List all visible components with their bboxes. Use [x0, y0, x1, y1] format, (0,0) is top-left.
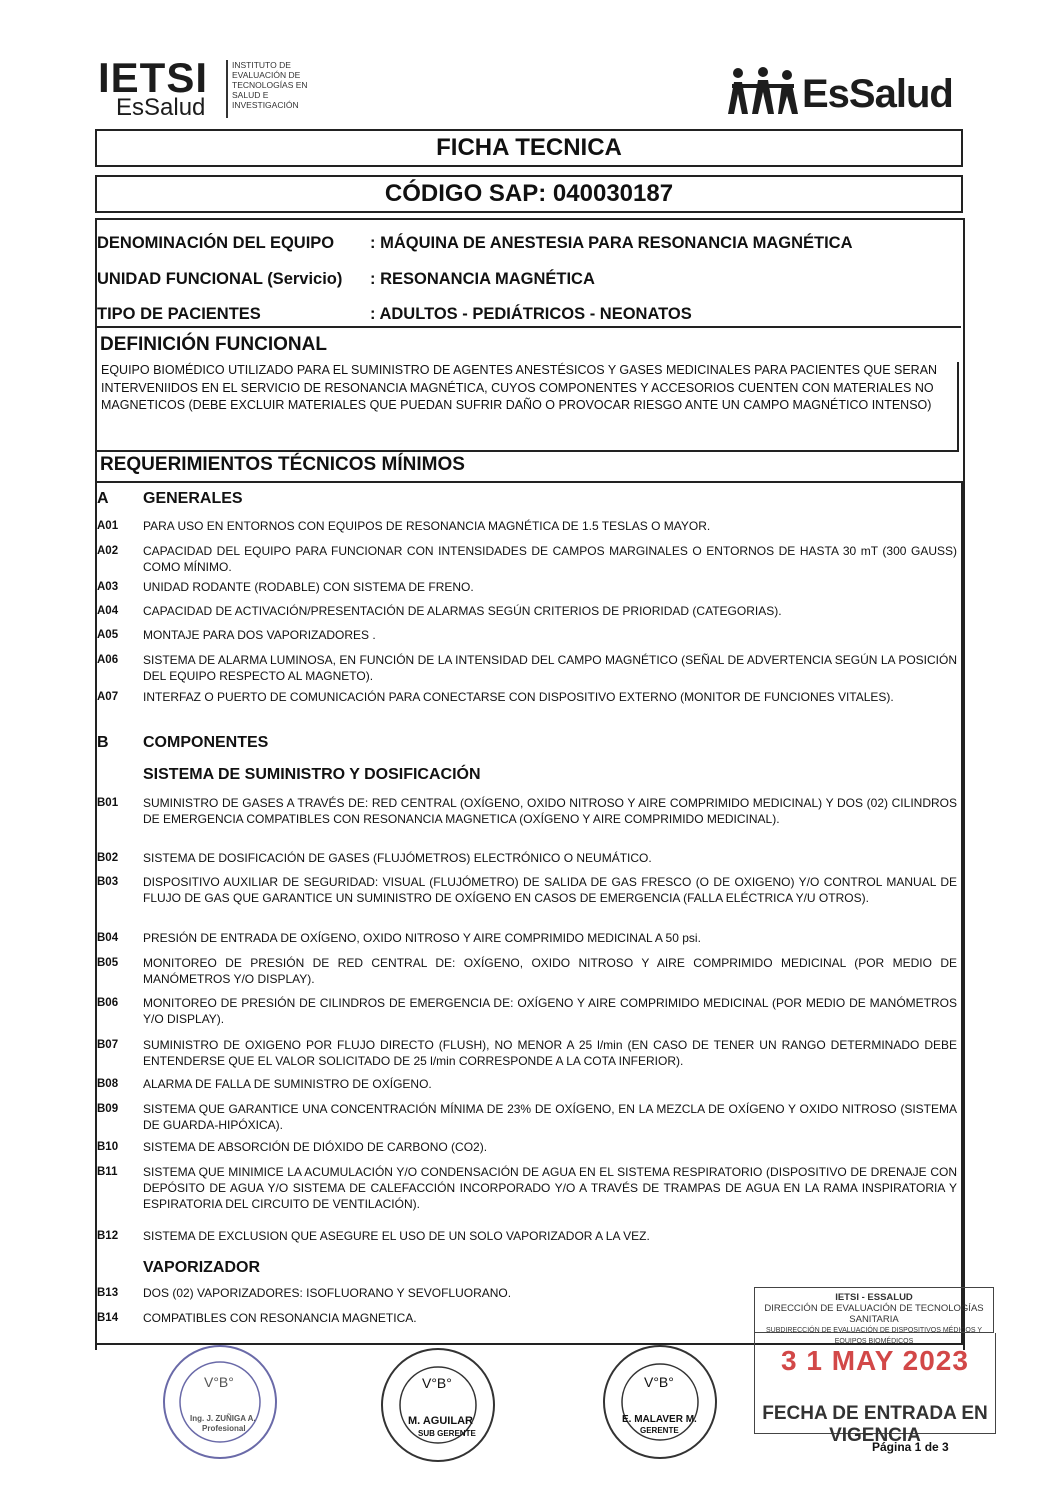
item-text-b05: MONITOREO DE PRESIÓN DE RED CENTRAL DE: OXÍGENO, OXIDO NITROSO Y AIRE COMPRIMIDO MEDICINAL (POR MEDIO DE MANÓMETROS Y/O DISPLAY). [143, 956, 957, 986]
item-text-b04: PRESIÓN DE ENTRADA DE OXÍGENO, OXIDO NITROSO Y AIRE COMPRIMIDO MEDICINAL A 50 psi. [143, 931, 701, 945]
item-text-b11: SISTEMA QUE MINIMICE LA ACUMULACIÓN Y/O CONDENSACIÓN DE AGUA EN EL SISTEMA RESPIRATORIO (DISPOSITIVO DE DRENAJE CON DEPÓSITO DE AGUA Y/O SISTEMA DE CALEFACCIÓN INCORPORADO Y/O A TRAVÉS DE TRAMPAS DE AGUA EN LA RAMA INSPIRATORIA Y ESPIRATORIA DEL CIRCUITO DE VENTILACIÓN). [143, 1165, 957, 1211]
item-text-b06: MONITOREO DE PRESIÓN DE CILINDROS DE EMERGENCIA DE: OXÍGENO Y AIRE COMPRIMIDO MEDICINAL (POR MEDIO DE MANÓMETROS Y/O DISPLAY). [143, 996, 957, 1026]
seal-role: Profesional [202, 1424, 246, 1433]
section-a-letter: A [97, 490, 109, 507]
field-label: DENOMINACIÓN DEL EQUIPO [97, 234, 335, 252]
seal-sub-gerente-icon [378, 1345, 498, 1465]
item-text-b02: SISTEMA DE DOSIFICACIÓN DE GASES (FLUJÓMETROS) ELECTRÓNICO O NEUMÁTICO. [143, 851, 652, 865]
seal-name: M. AGUILAR [408, 1415, 473, 1427]
item-code-b04: B04 [97, 932, 119, 944]
stamp-direction: DIRECCIÓN DE EVALUACIÓN DE TECNOLOGÍAS SANITARIA [764, 1303, 984, 1325]
section-a-title: GENERALES [143, 490, 243, 507]
stamp-org: IETSI - ESSALUD [835, 1292, 913, 1303]
item-code-b09: B09 [97, 1103, 119, 1115]
item-code-a06: A06 [97, 654, 119, 666]
item-code-b06: B06 [97, 997, 119, 1009]
effective-date: 3 1 MAY 2023 [781, 1345, 969, 1376]
sap-code: CÓDIGO SAP: 040030187 [95, 175, 963, 213]
field-unidad-funcional [97, 270, 595, 289]
item-code-a01: A01 [97, 520, 119, 532]
item-code-b12: B12 [97, 1230, 119, 1242]
item-text-b13: DOS (02) VAPORIZADORES: ISOFLUORANO Y SEVOFLUORANO. [143, 1286, 512, 1300]
item-code-b03: B03 [97, 876, 119, 888]
approval-stamp [754, 1287, 994, 1345]
item-text-b09: SISTEMA QUE GARANTICE UNA CONCENTRACIÓN MÍNIMA DE 23% DE OXÍGENO, EN LA MEZCLA DE OXÍGENO Y OXIDO NITROSO (SISTEMA DE GUARDA-HIPÓXICA). [143, 1102, 957, 1132]
definition-text: EQUIPO BIOMÉDICO UTILIZADO PARA EL SUMINISTRO DE AGENTES ANESTÉSICOS Y GASES MEDICINALES PARA PACIENTES QUE SERAN INTERVENIIDOS EN EL SERVICIO DE RESONANCIA MAGNÉTICA, CUYOS COMPONENTES Y ACCESORIOS CUENTEN CON MATERIALES NO MAGNETICOS (DEBE EXCLUIR MATERIALES QUE PUEDAN SUFRIR DAÑO O PROVOCAR RIESGO ANTE UN CAMPO MAGNÉTICO INTENSO) [95, 362, 959, 452]
section-b-title: COMPONENTES [143, 734, 269, 751]
field-label: TIPO DE PACIENTES [97, 305, 261, 323]
effective-date-stamp [754, 1333, 996, 1446]
item-code-b01: B01 [97, 797, 119, 809]
item-text-a04: CAPACIDAD DE ACTIVACIÓN/PRESENTACIÓN DE ALARMAS SEGÚN CRITERIOS DE PRIORIDAD (CATEGORIAS). [143, 604, 782, 618]
item-code-b08: B08 [97, 1078, 119, 1090]
item-code-a05: A05 [97, 629, 119, 641]
seal-role: SUB GERENTE [418, 1429, 476, 1438]
effective-date-caption: FECHA DE ENTRADA EN VIGENCIA [762, 1403, 988, 1446]
ietsi-logo-text: IETSI [98, 54, 209, 101]
essalud-logo-text: EsSalud [802, 72, 953, 116]
item-code-b10: B10 [97, 1141, 119, 1153]
item-code-b14: B14 [97, 1312, 119, 1324]
item-code-a04: A04 [97, 605, 119, 617]
field-value: : RESONANCIA MAGNÉTICA [370, 270, 595, 288]
item-code-a07: A07 [97, 691, 119, 703]
item-code-b02: B02 [97, 852, 119, 864]
page-number: Página 1 de 3 [872, 1440, 949, 1454]
essalud-logo [724, 66, 954, 122]
item-text-b14: COMPATIBLES CON RESONANCIA MAGNETICA. [143, 1311, 417, 1325]
item-text-b10: SISTEMA DE ABSORCIÓN DE DIÓXIDO DE CARBONO (CO2). [143, 1140, 488, 1154]
item-code-b07: B07 [97, 1039, 119, 1051]
item-code-a02: A02 [97, 545, 119, 557]
item-code-b13: B13 [97, 1287, 119, 1299]
seal-vb: V°B° [644, 1374, 674, 1390]
ietsi-logo-sub: EsSalud [116, 94, 206, 121]
item-text-a06: SISTEMA DE ALARMA LUMINOSA, EN FUNCIÓN DE LA INTENSIDAD DEL CAMPO MAGNÉTICO (SEÑAL DE ADVERTENCIA SEGÚN LA POSICIÓN DEL EQUIPO RESPECTO AL MAGNETO). [143, 653, 957, 683]
item-text-b03: DISPOSITIVO AUXILIAR DE SEGURIDAD: VISUAL (FLUJÓMETRO) DE SALIDA DE GAS FRESCO (O DE OXIGENO) Y/O CONTROL MANUAL DE FLUJO DE GAS QUE GARANTICE UN SUMINISTRO DE OXÍGENO EN CASOS DE EMERGENCIA (FALLA ELÉCTRICA Y/U OTROS). [143, 875, 957, 905]
item-text-b12: SISTEMA DE EXCLUSION QUE ASEGURE EL USO DE UN SOLO VAPORIZADOR A LA VEZ. [143, 1229, 650, 1243]
item-text-a01: PARA USO EN ENTORNOS CON EQUIPOS DE RESONANCIA MAGNÉTICA DE 1.5 TESLAS O MAYOR. [143, 519, 711, 533]
seal-vb: V°B° [422, 1375, 452, 1391]
definition-title: DEFINICIÓN FUNCIONAL [100, 334, 327, 355]
seal-name: E. MALAVER M. [622, 1414, 697, 1425]
essalud-family-icon [724, 66, 802, 116]
item-code-a03: A03 [97, 581, 119, 593]
seal-professional-icon [160, 1342, 280, 1462]
seal-gerente-icon [600, 1342, 720, 1462]
ietsi-institute-name: INSTITUTO DE EVALUACIÓN DE TECNOLOGÍAS EN SALUD E INVESTIGACIÓN [232, 60, 308, 110]
field-label: UNIDAD FUNCIONAL (Servicio) [97, 270, 343, 288]
item-text-a03: UNIDAD RODANTE (RODABLE) CON SISTEMA DE FRENO. [143, 580, 474, 594]
seal-professional [160, 1342, 280, 1462]
ietsi-logo-divider [226, 60, 228, 118]
document-title: FICHA TECNICA [95, 129, 963, 167]
subsection-vaporizer: VAPORIZADOR [143, 1259, 261, 1276]
requirements-title: REQUERIMIENTOS TÉCNICOS MÍNIMOS [100, 454, 465, 475]
item-text-b07: SUMINISTRO DE OXIGENO POR FLUJO DIRECTO (FLUSH), NO MENOR A 25 l/min (EN CASO DE TENER UN RANGO DETERMINADO DEBE ENTENDERSE QUE EL VALOR SOLICITADO DE 25 l/min CORRESPONDE A LA COTA INFERIOR). [143, 1038, 957, 1068]
seal-vb: V°B° [204, 1374, 234, 1390]
subsection-supply: SISTEMA DE SUMINISTRO Y DOSIFICACIÓN [143, 766, 481, 783]
item-text-a07: INTERFAZ O PUERTO DE COMUNICACIÓN PARA CONECTARSE CON DISPOSITIVO EXTERNO (MONITOR DE FUNCIONES VITALES). [143, 690, 894, 704]
field-value: : MÁQUINA DE ANESTESIA PARA RESONANCIA MAGNÉTICA [370, 234, 853, 252]
field-tipo-pacientes [97, 305, 692, 324]
field-value: : ADULTOS - PEDIÁTRICOS - NEONATOS [370, 305, 692, 323]
seal-role: GERENTE [640, 1426, 679, 1435]
item-text-b08: ALARMA DE FALLA DE SUMINISTRO DE OXÍGENO. [143, 1077, 432, 1091]
field-denominacion [97, 234, 853, 253]
seal-name: Ing. J. ZUÑIGA A. [190, 1414, 256, 1423]
item-text-a05: MONTAJE PARA DOS VAPORIZADORES . [143, 628, 376, 642]
seal-gerente [600, 1342, 720, 1462]
item-text-a02: CAPACIDAD DEL EQUIPO PARA FUNCIONAR CON INTENSIDADES DE CAMPOS MARGINALES O ENTORNOS DE HASTA 30 mT (300 GAUSS) COMO MÍNIMO. [143, 544, 957, 574]
section-b-letter: B [97, 734, 109, 751]
seal-sub-gerente [378, 1345, 498, 1465]
item-text-b01: SUMINISTRO DE GASES A TRAVÉS DE: RED CENTRAL (OXÍGENO, OXIDO NITROSO Y AIRE COMPRIMIDO MEDICINAL) Y DOS (02) CILINDROS DE EMERGENCIA COMPATIBLES CON RESONANCIA MAGNETICA (OXÍGENO Y AIRE COMPRIMIDO MEDICINAL). [143, 796, 957, 826]
item-code-b05: B05 [97, 957, 119, 969]
divider-line [95, 326, 961, 328]
item-code-b11: B11 [97, 1166, 118, 1178]
stamp-subdirection: SUBDIRECCIÓN DE EVALUACIÓN DE DISPOSITIVOS MÉDICOS Y EQUIPOS BIOMÉDICOS [765, 1327, 982, 1345]
